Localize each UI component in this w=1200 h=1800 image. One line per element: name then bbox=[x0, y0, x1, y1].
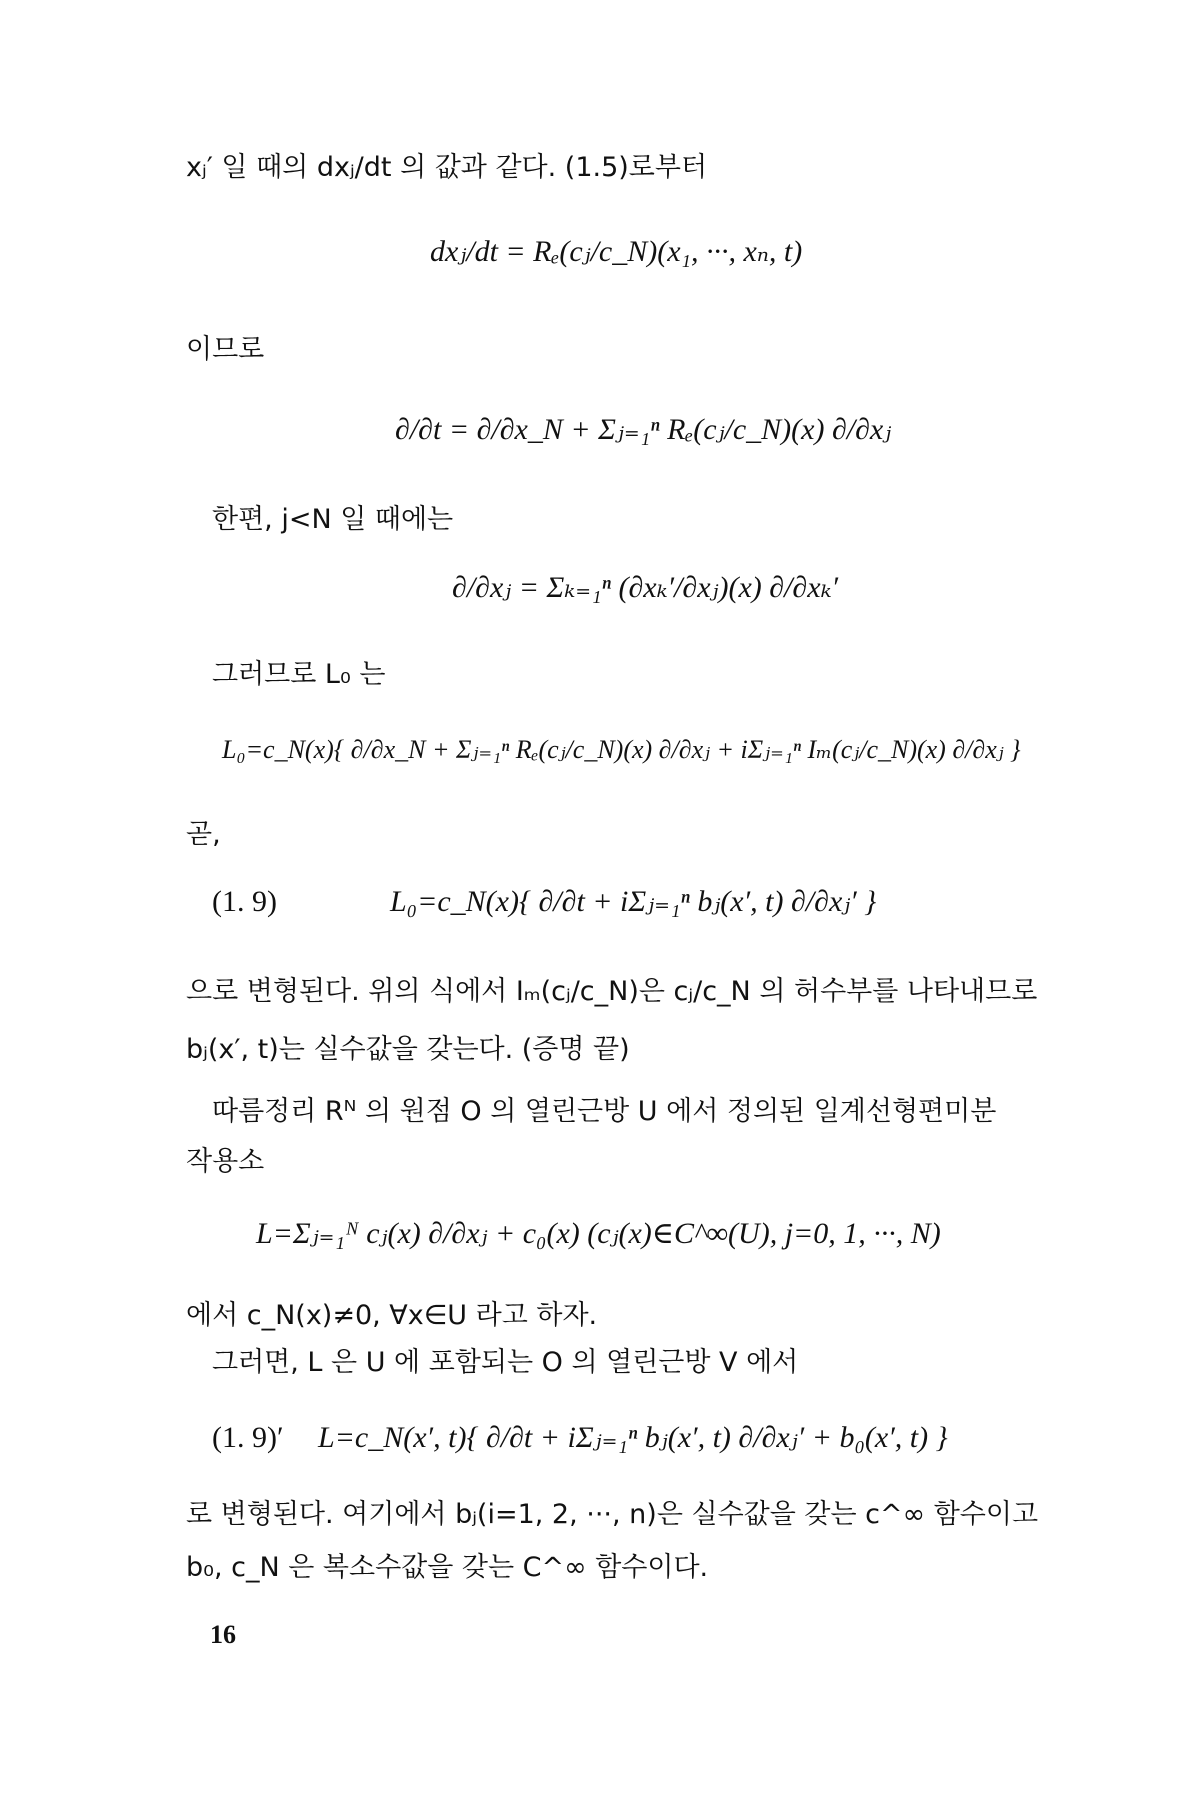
text-line: 한편, j<N 일 때에는 bbox=[212, 504, 454, 535]
text-line: 곧, bbox=[186, 819, 221, 850]
text-line: 이므로 bbox=[186, 334, 265, 365]
equation: ∂/∂t = ∂/∂x_N + Σⱼ₌₁ⁿ Rₑ(cⱼ/c_N)(x) ∂/∂xⱼ bbox=[395, 413, 892, 446]
equation: L=c_N(x′, t){ ∂/∂t + iΣⱼ₌₁ⁿ bⱼ(x′, t) ∂/∂xⱼ′ + b₀(x′, t) } bbox=[318, 1421, 948, 1454]
equation: dxⱼ/dt = Rₑ(cⱼ/c_N)(x₁, ···, xₙ, t) bbox=[430, 235, 803, 268]
equation: L₀=c_N(x){ ∂/∂x_N + Σⱼ₌₁ⁿ Rₑ(cⱼ/c_N)(x) ∂/∂xⱼ + iΣⱼ₌₁ⁿ Iₘ(cⱼ/c_N)(x) ∂/∂xⱼ } bbox=[222, 735, 1021, 764]
text-line: 으로 변형된다. 위의 식에서 Iₘ(cⱼ/c_N)은 cⱼ/c_N 의 허수부를 나타내므로 bbox=[186, 976, 1038, 1007]
text-line: b₀, c_N 은 복소수값을 갖는 C^∞ 함수이다. bbox=[186, 1552, 709, 1583]
equation: L=Σⱼ₌₁ᴺ cⱼ(x) ∂/∂xⱼ + c₀(x) (cⱼ(x)∈C^∞(U), j=0, 1, ···, N) bbox=[256, 1217, 941, 1250]
text-line: 작용소 bbox=[186, 1146, 265, 1177]
text-line: 그러므로 L₀ 는 bbox=[212, 659, 386, 690]
text-line: 그러면, L 은 U 에 포함되는 O 의 열린근방 V 에서 bbox=[212, 1347, 799, 1378]
equation: L₀=c_N(x){ ∂/∂t + iΣⱼ₌₁ⁿ bⱼ(x′, t) ∂/∂xⱼ′ } bbox=[390, 885, 877, 918]
text-line: bⱼ(x′, t)는 실수값을 갖는다. (증명 끝) bbox=[186, 1034, 630, 1065]
text-line: 로 변형된다. 여기에서 bⱼ(i=1, 2, ···, n)은 실수값을 갖는 c^∞ 함수이고 bbox=[186, 1499, 1039, 1530]
text-line: 따름정리 Rᴺ 의 원점 O 의 열린근방 U 에서 정의된 일계선형편미분 bbox=[212, 1096, 997, 1127]
equation-label: (1. 9) bbox=[212, 885, 277, 918]
equation-label: (1. 9)′ bbox=[212, 1421, 284, 1454]
equation: ∂/∂xⱼ = Σₖ₌₁ⁿ (∂xₖ′/∂xⱼ)(x) ∂/∂xₖ′ bbox=[452, 571, 839, 604]
text-line: 에서 c_N(x)≠0, ∀x∈U 라고 하자. bbox=[186, 1300, 598, 1331]
page-number: 16 bbox=[210, 1620, 236, 1649]
text-line: xⱼ′ 일 때의 dxⱼ/dt 의 값과 같다. (1.5)로부터 bbox=[186, 152, 708, 183]
